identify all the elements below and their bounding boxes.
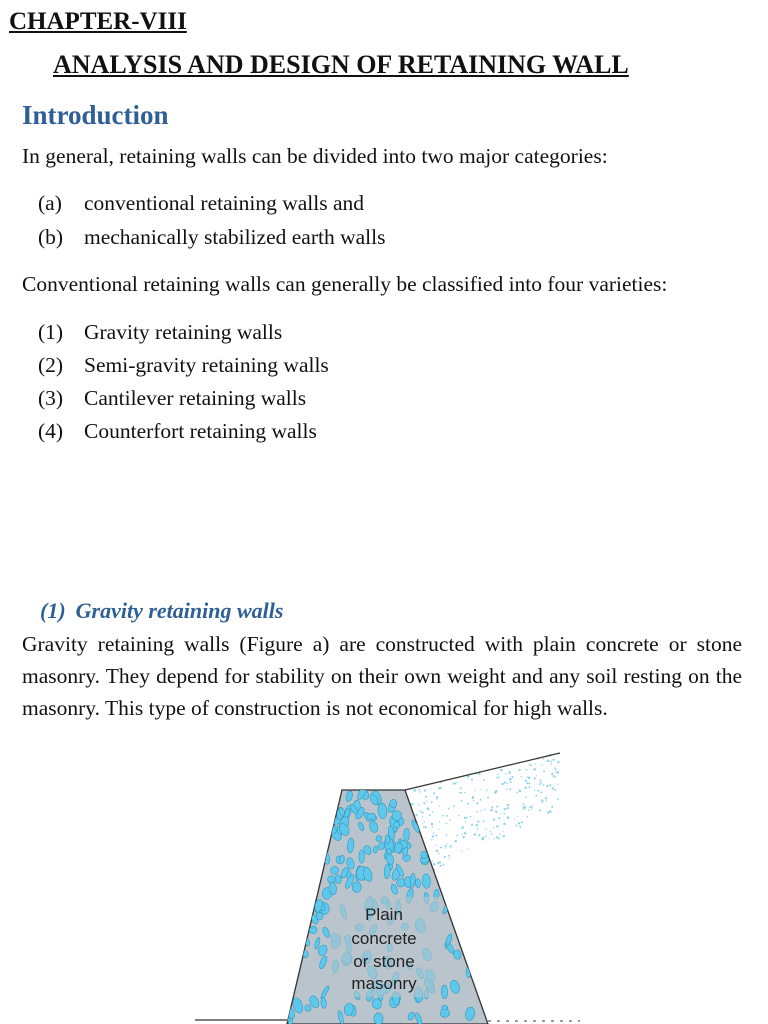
soil-dot xyxy=(537,790,539,792)
soil-dot xyxy=(466,816,468,818)
section-heading-label: Gravity retaining walls xyxy=(75,598,284,623)
soil-dot xyxy=(547,760,549,762)
soil-dot xyxy=(498,776,500,778)
category-number: (b) xyxy=(38,225,64,249)
soil-dot xyxy=(509,778,512,781)
soil-dot xyxy=(557,784,558,785)
figure-label-line: or stone xyxy=(353,952,415,971)
soil-dot xyxy=(433,832,434,833)
soil-dot xyxy=(551,773,553,775)
soil-dot xyxy=(533,768,536,771)
soil-dot xyxy=(539,779,541,781)
soil-dot xyxy=(557,771,560,774)
soil-dot xyxy=(446,834,448,836)
variety-number: (1) xyxy=(38,320,64,344)
soil-dot xyxy=(481,838,484,841)
soil-dot xyxy=(482,836,484,838)
category-item-a xyxy=(38,191,364,216)
soil-dot xyxy=(476,811,478,813)
soil-dot xyxy=(506,789,507,790)
soil-dot xyxy=(461,827,463,829)
soil-dot xyxy=(508,771,511,774)
soil-dot xyxy=(494,791,497,794)
soil-dot xyxy=(425,796,427,798)
introduction-heading: Introduction xyxy=(22,100,169,130)
conventional-paragraph: Conventional retaining walls can generally be classified into four varieties: xyxy=(22,272,668,296)
soil-dot xyxy=(496,825,498,827)
soil-dot xyxy=(534,777,536,779)
soil-dot xyxy=(431,839,433,841)
soil-dot xyxy=(493,827,494,828)
aggregate-stone xyxy=(385,835,390,845)
soil-dot xyxy=(435,834,437,836)
aggregate-stone xyxy=(367,813,376,820)
soil-dot xyxy=(421,811,423,813)
variety-label: Counterfort retaining walls xyxy=(84,419,317,443)
soil-dot xyxy=(496,836,498,838)
soil-dot xyxy=(438,853,439,854)
soil-dot xyxy=(541,764,542,765)
soil-dot xyxy=(518,769,520,771)
backfill-surface-line xyxy=(405,753,560,790)
soil-dot xyxy=(542,800,544,802)
soil-dot xyxy=(484,809,485,810)
soil-dot xyxy=(439,861,441,863)
soil-dot xyxy=(516,792,518,794)
soil-dot xyxy=(456,835,458,837)
soil-dot xyxy=(528,777,530,779)
variety-label: Gravity retaining walls xyxy=(84,320,283,344)
soil-dot xyxy=(476,824,479,827)
soil-dot xyxy=(504,781,506,783)
soil-dot xyxy=(518,822,520,824)
soil-dot xyxy=(464,832,466,834)
aggregate-stone xyxy=(316,912,323,920)
soil-dot xyxy=(461,851,462,852)
variety-number: (3) xyxy=(38,386,64,410)
soil-dot xyxy=(503,835,505,837)
soil-dot xyxy=(543,758,545,760)
gravity-walls-heading xyxy=(40,598,283,624)
variety-item-4 xyxy=(38,419,317,444)
soil-dot xyxy=(501,783,503,785)
variety-number: (4) xyxy=(38,419,64,443)
soil-dot xyxy=(527,776,528,777)
soil-dot xyxy=(504,808,507,811)
soil-dot xyxy=(438,829,439,830)
soil-dot xyxy=(476,802,478,804)
soil-dot xyxy=(419,791,421,793)
soil-dot xyxy=(418,789,420,791)
soil-dot xyxy=(478,834,480,836)
soil-dot xyxy=(525,780,527,782)
variety-item-2 xyxy=(38,353,329,378)
soil-dot xyxy=(467,803,469,805)
soil-dot xyxy=(490,831,492,833)
soil-dot xyxy=(472,797,474,799)
variety-item-3 xyxy=(38,386,306,411)
soil-dot xyxy=(437,850,438,851)
soil-dot xyxy=(446,815,448,817)
soil-dot xyxy=(523,803,525,805)
soil-dot xyxy=(474,833,476,835)
soil-dot xyxy=(538,810,540,812)
soil-dot xyxy=(540,782,541,783)
soil-dot xyxy=(557,761,559,763)
aggregate-stone xyxy=(352,882,361,893)
soil-dot xyxy=(500,813,501,814)
soil-dot xyxy=(483,779,485,781)
soil-dot xyxy=(507,816,510,819)
soil-dot xyxy=(554,789,556,791)
category-label: conventional retaining walls and xyxy=(84,191,365,215)
soil-dot xyxy=(530,805,532,807)
soil-dot xyxy=(435,844,436,845)
figure-label-line: masonry xyxy=(351,974,417,993)
soil-dot xyxy=(449,858,450,859)
soil-dot xyxy=(458,815,459,816)
soil-dot xyxy=(428,808,430,810)
soil-dot xyxy=(444,847,445,848)
soil-dot xyxy=(493,838,494,839)
soil-dot xyxy=(461,833,462,834)
soil-dot xyxy=(543,784,545,786)
soil-dot xyxy=(456,782,457,783)
soil-dot xyxy=(547,812,549,814)
soil-dot xyxy=(440,846,442,848)
soil-dot xyxy=(460,787,462,789)
soil-dot xyxy=(464,792,466,794)
gravity-wall-figure xyxy=(180,745,600,1024)
soil-dot xyxy=(550,760,552,762)
soil-dot xyxy=(465,821,466,822)
soil-dot xyxy=(514,818,515,819)
soil-dot xyxy=(557,798,559,800)
soil-dot xyxy=(423,826,424,827)
soil-dot xyxy=(526,769,528,771)
soil-dot xyxy=(487,797,489,799)
chapter-label: CHAPTER-VIII xyxy=(9,8,187,35)
category-item-b xyxy=(38,225,385,250)
soil-dot xyxy=(418,804,419,805)
backfill-soil xyxy=(409,754,559,879)
soil-dot xyxy=(503,823,505,825)
soil-dot xyxy=(546,801,547,802)
soil-dot xyxy=(419,810,420,811)
section-number: (1) xyxy=(40,598,66,623)
soil-dot xyxy=(449,819,451,821)
soil-dot xyxy=(535,763,536,764)
document-title: ANALYSIS AND DESIGN OF RETAINING WALL xyxy=(53,50,629,79)
figure-label-line: concrete xyxy=(351,929,417,948)
soil-dot xyxy=(485,836,487,838)
soil-dot xyxy=(422,816,423,817)
soil-dot xyxy=(486,789,488,791)
soil-dot xyxy=(481,810,482,811)
soil-dot xyxy=(439,787,441,789)
soil-dot xyxy=(473,800,474,801)
soil-dot xyxy=(432,860,433,861)
soil-dot xyxy=(415,814,417,816)
category-label: mechanically stabilized earth walls xyxy=(84,225,386,249)
aggregate-stone xyxy=(403,828,409,841)
soil-dot xyxy=(519,826,521,828)
aggregate-stone xyxy=(390,799,397,808)
soil-dot xyxy=(511,776,513,778)
soil-dot xyxy=(526,782,528,784)
soil-dot xyxy=(431,823,434,826)
soil-dot xyxy=(446,823,448,825)
soil-dot xyxy=(496,777,498,779)
soil-dot xyxy=(491,806,493,808)
soil-dot xyxy=(474,790,475,791)
soil-dot xyxy=(521,821,523,823)
soil-dot xyxy=(498,838,500,840)
soil-dot xyxy=(555,776,556,777)
soil-dot xyxy=(443,864,445,866)
soil-dot xyxy=(505,773,507,775)
intro-paragraph: In general, retaining walls can be divided into two major categories: xyxy=(22,144,608,168)
soil-dot xyxy=(498,774,499,775)
soil-dot xyxy=(424,821,425,822)
soil-dot xyxy=(541,802,543,804)
soil-dot xyxy=(552,759,554,761)
soil-dot xyxy=(519,790,521,792)
soil-dot xyxy=(501,769,503,771)
soil-dot xyxy=(439,821,440,822)
soil-dot xyxy=(446,843,447,844)
soil-dot xyxy=(448,855,450,857)
soil-dot xyxy=(498,817,500,819)
soil-dot xyxy=(550,763,552,765)
soil-dot xyxy=(476,828,478,830)
soil-dot xyxy=(499,834,500,835)
soil-dot xyxy=(423,802,425,804)
soil-dot xyxy=(442,815,444,817)
gravity-walls-paragraph: Gravity retaining walls (Figure a) are constructed with plain concrete or stone masonry. They depend for stability on their own weight and any soil resting on the masonry. This type of construction is not economical for high walls. xyxy=(22,632,742,720)
soil-dot xyxy=(546,785,548,787)
figure-label-line: Plain xyxy=(365,905,403,924)
soil-dot xyxy=(431,801,433,803)
soil-dot xyxy=(503,813,505,815)
soil-dot xyxy=(438,805,439,806)
soil-dot xyxy=(434,792,436,794)
aggregate-stone xyxy=(421,851,428,859)
soil-dot xyxy=(543,770,545,772)
soil-dot xyxy=(491,834,493,836)
soil-dot xyxy=(507,783,508,784)
variety-number: (2) xyxy=(38,353,64,377)
soil-dot xyxy=(444,856,446,858)
category-number: (a) xyxy=(38,191,62,215)
soil-dot xyxy=(483,820,485,822)
soil-dot xyxy=(424,789,426,791)
soil-dot xyxy=(490,809,493,812)
soil-dot xyxy=(453,805,455,807)
soil-dot xyxy=(507,807,509,809)
soil-dot xyxy=(413,789,416,792)
soil-dot xyxy=(424,826,426,828)
soil-dot xyxy=(530,765,531,766)
soil-dot xyxy=(528,786,530,788)
soil-dot xyxy=(467,849,468,850)
soil-dot xyxy=(471,778,473,780)
soil-dot xyxy=(426,801,427,802)
soil-dot xyxy=(534,790,535,791)
soil-dot xyxy=(554,767,556,769)
variety-item-1 xyxy=(38,320,282,345)
soil-dot xyxy=(429,814,431,816)
soil-dot xyxy=(527,816,529,818)
soil-dot xyxy=(522,806,524,808)
soil-dot xyxy=(516,825,518,827)
soil-dot xyxy=(480,799,482,801)
soil-dot xyxy=(471,824,473,826)
soil-dot xyxy=(480,789,481,790)
soil-dot xyxy=(470,816,472,818)
soil-dot xyxy=(431,827,433,829)
soil-dot xyxy=(549,784,551,786)
soil-dot xyxy=(502,831,503,832)
soil-dot xyxy=(555,772,556,773)
soil-dot xyxy=(528,809,529,810)
soil-dot xyxy=(509,788,511,790)
soil-dot xyxy=(448,808,450,810)
soil-dot xyxy=(510,781,512,783)
soil-dot xyxy=(540,791,542,793)
soil-dot xyxy=(545,797,547,799)
soil-dot xyxy=(432,836,434,838)
soil-dot xyxy=(440,865,442,867)
aggregate-stone xyxy=(331,818,340,825)
soil-dot xyxy=(496,806,498,808)
soil-dot xyxy=(553,775,555,777)
soil-dot xyxy=(436,796,438,798)
soil-dot xyxy=(529,807,530,808)
soil-dot xyxy=(460,792,462,794)
soil-dot xyxy=(495,810,497,812)
soil-dot xyxy=(445,845,447,847)
soil-dot xyxy=(517,815,518,816)
soil-dot xyxy=(453,783,455,785)
soil-dot xyxy=(521,776,522,777)
soil-dot xyxy=(528,783,530,785)
soil-dot xyxy=(477,820,479,822)
soil-dot xyxy=(535,795,537,797)
soil-dot xyxy=(450,845,452,847)
soil-dot xyxy=(437,862,439,864)
soil-dot xyxy=(525,808,527,810)
soil-dot xyxy=(525,787,527,789)
soil-dot xyxy=(433,863,436,866)
variety-label: Cantilever retaining walls xyxy=(84,386,307,410)
soil-dot xyxy=(552,787,554,789)
soil-dot xyxy=(461,800,463,802)
soil-dot xyxy=(432,812,434,814)
variety-label: Semi-gravity retaining walls xyxy=(84,353,329,377)
soil-dot xyxy=(555,770,556,771)
soil-dot xyxy=(507,804,510,807)
soil-dot xyxy=(523,808,525,810)
aggregate-stone xyxy=(359,850,364,863)
soil-dot xyxy=(463,836,465,838)
soil-dot xyxy=(539,783,541,785)
soil-dot xyxy=(525,796,527,798)
soil-dot xyxy=(436,798,438,800)
soil-dot xyxy=(531,808,533,810)
soil-dot xyxy=(551,806,553,808)
soil-dot xyxy=(536,775,537,776)
soil-dot xyxy=(422,823,423,824)
soil-dot xyxy=(464,817,466,819)
soil-dot xyxy=(454,840,456,842)
soil-dot xyxy=(486,829,487,830)
soil-dot xyxy=(493,818,495,820)
soil-dot xyxy=(549,810,552,813)
